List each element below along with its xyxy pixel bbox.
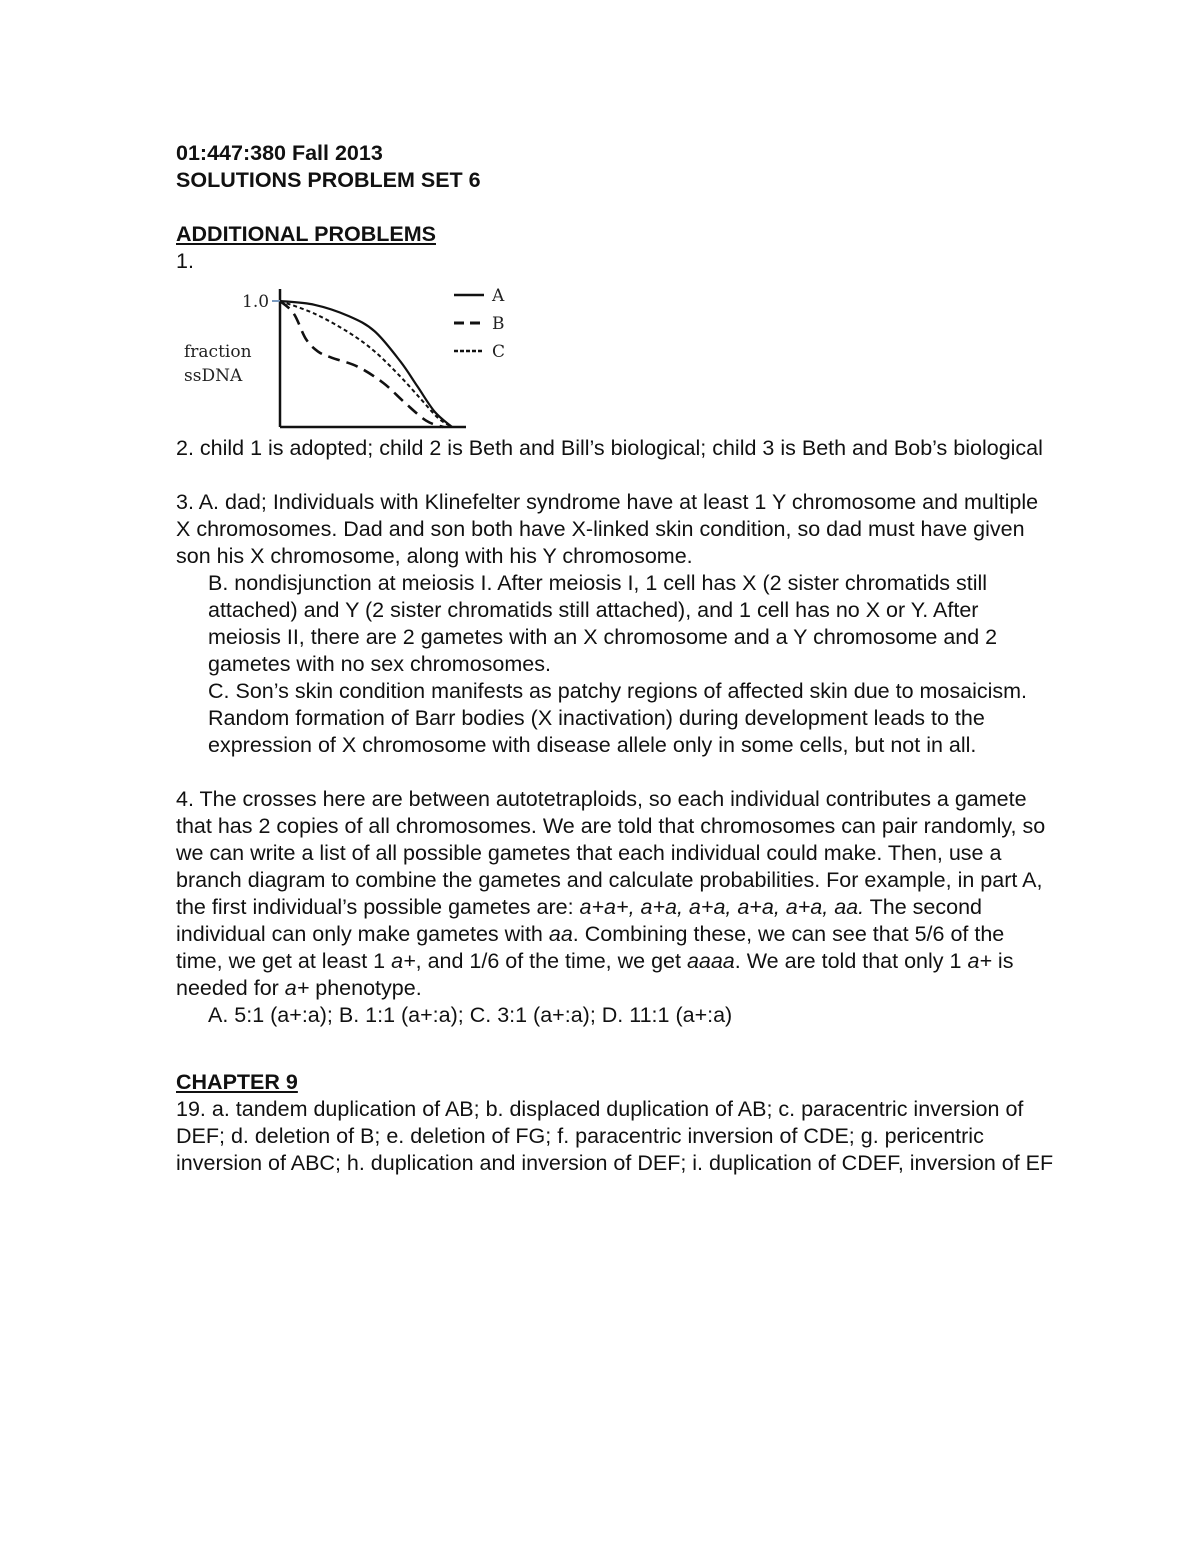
- problem-3a: 3. A. dad; Individuals with Klinefelter syndrome have at least 1 Y chromosome and multiple X chromosomes. Dad and son both have X-linked skin condition, so dad must have given son his X chromosome, along with his Y chromosome.: [176, 490, 1039, 568]
- p4-gametes: a+a+, a+a, a+a, a+a, a+a, aa.: [579, 895, 865, 919]
- legend-label-c: C: [492, 342, 506, 362]
- p4-mid2: . Combining these, we can see that 5/6 of the time, we get at least 1: [176, 922, 1005, 973]
- section-heading-chapter9: CHAPTER 9: [176, 1070, 298, 1094]
- series-line-c: [280, 301, 452, 427]
- y-tick-label: 1.0: [242, 292, 270, 312]
- problem-19: 19. a. tandem duplication of AB; b. displaced duplication of AB; c. paracentric inversion of DEF; d. deletion of B; e. deletion of FG; f. paracentric inversion of CDE; g. pericentric inversion of ABC; h. duplication and inversion of DEF; i. duplication of CDEF, inversion of EF: [176, 1097, 1054, 1175]
- p4-mid5: is needed for: [176, 949, 1014, 1000]
- problem-4-answers: A. 5:1 (a+:a); B. 1:1 (a+:a); C. 3:1 (a+:a); D. 11:1 (a+:a): [208, 1003, 733, 1027]
- section-heading-additional: ADDITIONAL PROBLEMS: [176, 222, 436, 246]
- p4-aaaa: aaaa: [686, 949, 735, 973]
- p4-aa: aa: [548, 922, 573, 946]
- problem-1-number: 1.: [176, 249, 194, 273]
- p4-mid1: The second individual can only make gametes with: [176, 895, 983, 946]
- series-line-a: [280, 301, 452, 427]
- series-line-b: [280, 301, 443, 427]
- p4-intro: 4. The crosses here are between autotetraploids, so each individual contributes a gamete that has 2 copies of all chromosomes. We are told that chromosomes can pair randomly, so we can write a list of all possible gametes that each individual could make. Then, use a branch diagram to combine the gametes and calculate probabilities. For example, in part A, the first individual’s possible gametes are:: [176, 787, 1046, 919]
- problem-2: 2. child 1 is adopted; child 2 is Beth and Bill’s biological; child 3 is Beth and Bob’s biological: [176, 436, 1043, 460]
- p4-end: phenotype.: [309, 976, 422, 1000]
- y-axis-label-line1: fraction: [184, 342, 252, 362]
- p4-mid4: . We are told that only 1: [734, 949, 968, 973]
- p4-mid3: , and 1/6 of the time, we get: [415, 949, 687, 973]
- p4-aplus1: a+: [391, 949, 416, 973]
- problem-3b: B. nondisjunction at meiosis I. After meiosis I, 1 cell has X (2 sister chromatids still attached) and Y (2 sister chromatids still attached), and 1 cell has no X or Y. After meiosis II, there are 2 gametes with an X chromosome and a Y chromosome and 2 gametes with no sex chromosomes.: [208, 571, 998, 676]
- legend-label-b: B: [492, 314, 505, 334]
- legend-label-a: A: [492, 286, 505, 306]
- course-line: 01:447:380 Fall 2013: [176, 141, 383, 165]
- p4-aplus2: a+: [967, 949, 992, 973]
- document-title: SOLUTIONS PROBLEM SET 6: [176, 168, 481, 192]
- problem-3c: C. Son’s skin condition manifests as patchy regions of affected skin due to mosaicism. Random formation of Barr bodies (X inactivation) during development leads to the expression of X chromosome with disease allele only in some cells, but not in all.: [208, 679, 1028, 757]
- y-axis-label-line2: ssDNA: [184, 366, 243, 386]
- problem-4: [176, 786, 1056, 1002]
- p4-aplus3: a+: [284, 976, 310, 1000]
- document-page: [176, 140, 1056, 1177]
- ssdna-chart: [176, 275, 536, 435]
- ssdna-figure: [176, 275, 1056, 435]
